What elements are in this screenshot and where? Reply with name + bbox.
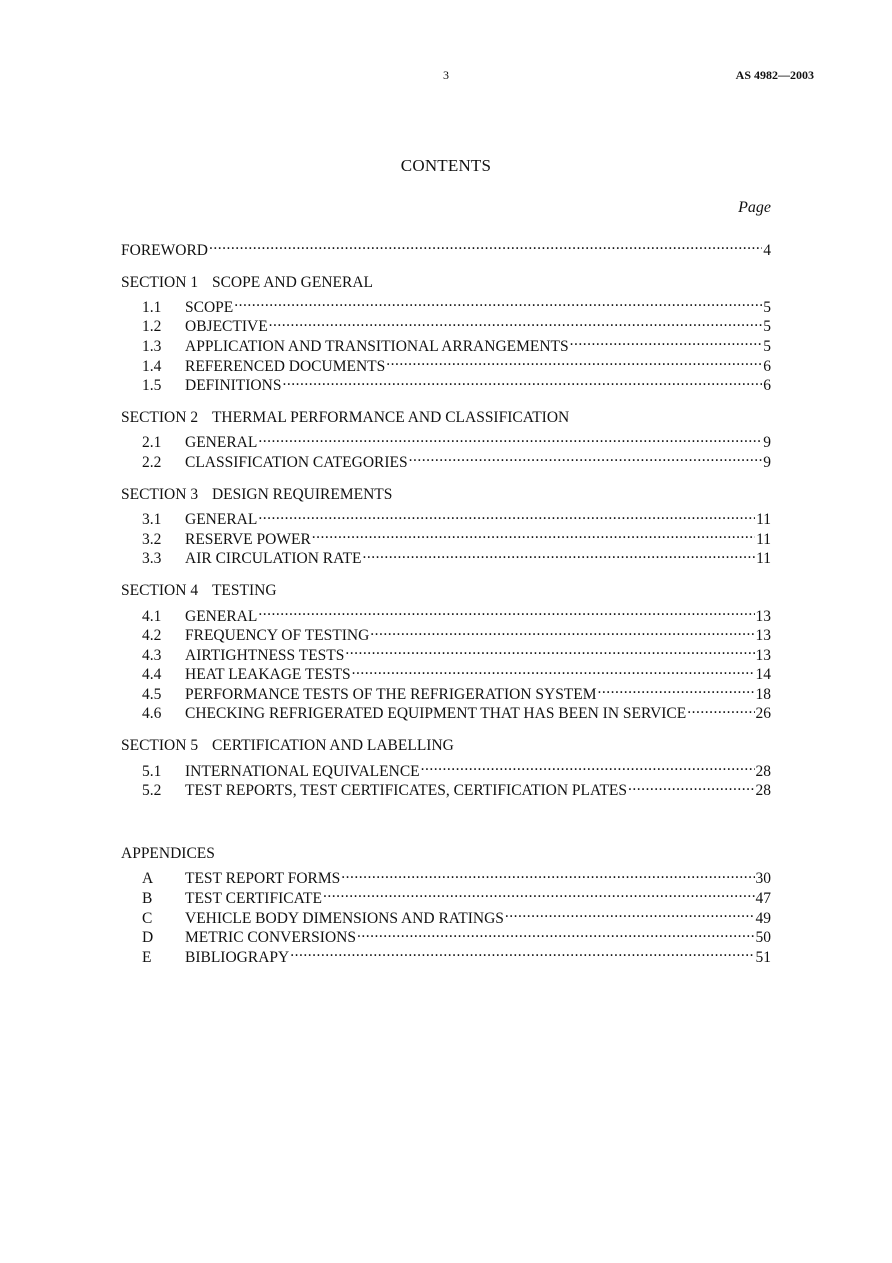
standard-identifier: AS 4982—2003 [735, 68, 814, 82]
toc-entry-page: 11 [756, 530, 771, 548]
section-heading [121, 408, 771, 428]
toc-entry-title: APPLICATION AND TRANSITIONAL ARRANGEMENTS [185, 337, 569, 355]
toc-entry-title: PERFORMANCE TESTS OF THE REFRIGERATION SYSTEM [185, 685, 597, 703]
toc-entry-page: 14 [755, 666, 771, 684]
toc-entry-number: 5.2 [142, 782, 162, 800]
dot-leader [209, 235, 762, 255]
toc-entry-page: 49 [755, 909, 771, 927]
toc-entry-title: TEST REPORTS, TEST CERTIFICATES, CERTIFICATION PLATES [185, 782, 628, 800]
toc-entry-page: 11 [756, 550, 771, 568]
toc-entry-number: 4.2 [142, 627, 162, 645]
dot-leader [258, 505, 755, 525]
toc-entry-page: 5 [763, 318, 771, 336]
dot-leader [258, 428, 762, 448]
toc-entry-page: 9 [763, 453, 771, 471]
toc-entry-page: 4 [763, 241, 771, 259]
section-title: SCOPE AND GENERAL [211, 273, 373, 291]
toc-entry-title: TEST CERTIFICATE [185, 890, 322, 908]
toc-entry-title: SCOPE [185, 298, 234, 316]
toc-entry-number: 2.2 [142, 453, 162, 471]
toc-entry-title: HEAT LEAKAGE TESTS [185, 666, 351, 684]
page-column-label: Page [738, 199, 771, 216]
toc-entry[interactable] [121, 505, 771, 529]
toc-entry-title: CHECKING REFRIGERATED EQUIPMENT THAT HAS BEEN IN SERVICE [185, 705, 687, 723]
toc-entry-number: C [142, 909, 153, 927]
toc-entry-number: D [142, 929, 154, 947]
section-title: DESIGN REQUIREMENTS [211, 485, 393, 503]
section-heading [121, 485, 771, 505]
toc-entry[interactable] [121, 601, 771, 625]
toc-entry-page: 28 [755, 782, 771, 800]
toc-entry-title: GENERAL [185, 511, 258, 529]
toc-entry-title: FOREWORD [121, 241, 208, 259]
toc-entry-page: 13 [755, 646, 771, 664]
toc-entry-title: GENERAL [185, 607, 258, 625]
dot-leader [341, 864, 754, 884]
toc-entry-title: BIBLIOGRAPY [185, 948, 290, 966]
section-label: SECTION 2 [121, 409, 199, 427]
toc-entry-page: 11 [756, 511, 771, 529]
toc-entry-title: FREQUENCY OF TESTING [185, 627, 370, 645]
toc-entry-title: METRIC CONVERSIONS [185, 929, 356, 947]
toc-entry-page: 9 [763, 434, 771, 452]
section-label: SECTION 3 [121, 485, 199, 503]
section-label: SECTION 5 [121, 737, 199, 755]
toc-entry[interactable] [121, 428, 771, 452]
toc-entry-number: 3.3 [142, 550, 162, 568]
toc-entry-page: 26 [755, 705, 771, 723]
toc-entry-number: 1.1 [142, 298, 162, 316]
toc-entry-number: 2.1 [142, 434, 162, 452]
dot-leader [345, 640, 754, 660]
toc-entry-number: 1.3 [142, 337, 162, 355]
dot-leader [628, 776, 754, 796]
toc-entry-number: 4.6 [142, 705, 162, 723]
toc-entry-title: INTERNATIONAL EQUIVALENCE [185, 762, 420, 780]
section-title: THERMAL PERFORMANCE AND CLASSIFICATION [211, 409, 570, 427]
toc-entry-number: 1.5 [142, 377, 162, 395]
toc-entry-page: 6 [763, 357, 771, 375]
dot-leader [505, 903, 755, 923]
toc-entry-number: 1.4 [142, 357, 162, 375]
dot-leader [323, 883, 755, 903]
toc-entry-title: DEFINITIONS [185, 377, 282, 395]
dot-leader [409, 447, 763, 467]
toc-entry-number: 4.1 [142, 607, 162, 625]
dot-leader [258, 601, 754, 621]
toc-entry-number: 4.3 [142, 646, 162, 664]
section-heading [121, 736, 771, 756]
toc-entry-title: AIR CIRCULATION RATE [185, 550, 362, 568]
toc-entry-number: A [142, 870, 154, 888]
toc-entry-number: B [142, 890, 153, 908]
toc-entry-page: 13 [755, 627, 771, 645]
dot-leader [234, 292, 762, 312]
toc-entry-title: GENERAL [185, 434, 258, 452]
toc-entry-number: 4.4 [142, 666, 162, 684]
toc-entry-title: REFERENCED DOCUMENTS [185, 357, 386, 375]
toc-entry-page: 28 [755, 762, 771, 780]
toc-entry-title: RESERVE POWER [185, 530, 311, 548]
dot-leader [570, 331, 763, 351]
toc-entry-page: 51 [755, 948, 771, 966]
dot-leader [312, 524, 755, 544]
dot-leader [363, 544, 756, 564]
section-label: SECTION 1 [121, 273, 199, 291]
appendices-heading: APPENDICES [121, 845, 215, 863]
toc-entry[interactable] [121, 292, 771, 316]
toc-entry-number: E [142, 948, 152, 966]
dot-leader [687, 699, 754, 719]
dot-leader [269, 312, 763, 332]
toc-entry-title: OBJECTIVE [185, 318, 268, 336]
table-of-contents [121, 235, 771, 966]
dot-leader [386, 351, 762, 371]
toc-entry-number: 3.1 [142, 511, 162, 529]
section-heading [121, 581, 771, 601]
toc-entry-appendix[interactable] [121, 864, 771, 888]
dot-leader [357, 923, 755, 943]
section-heading [121, 273, 771, 293]
toc-entry-page: 6 [763, 377, 771, 395]
toc-entry-title: AIRTIGHTNESS TESTS [185, 646, 345, 664]
toc-entry-number: 4.5 [142, 685, 162, 703]
dot-leader [598, 679, 755, 699]
section-title: TESTING [211, 582, 277, 600]
toc-entry-number: 3.2 [142, 530, 162, 548]
contents-title: CONTENTS [400, 156, 492, 175]
dot-leader [370, 621, 754, 641]
section-title: CERTIFICATION AND LABELLING [211, 737, 454, 755]
toc-entry[interactable] [121, 756, 771, 780]
dot-leader [352, 660, 755, 680]
toc-entry-page: 30 [755, 870, 771, 888]
toc-entry-title: TEST REPORT FORMS [185, 870, 341, 888]
toc-entry-page: 5 [763, 337, 771, 355]
toc-entry-title: VEHICLE BODY DIMENSIONS AND RATINGS [185, 909, 504, 927]
toc-entry-foreword[interactable] [121, 235, 771, 259]
toc-entry-page: 5 [763, 298, 771, 316]
toc-entry-number: 5.1 [142, 762, 162, 780]
page-number: 3 [443, 68, 449, 82]
section-label: SECTION 4 [121, 582, 199, 600]
toc-entry-page: 50 [755, 929, 771, 947]
toc-entry-page: 13 [755, 607, 771, 625]
toc-entry-page: 47 [755, 890, 771, 908]
dot-leader [282, 371, 762, 391]
dot-leader [421, 756, 755, 776]
toc-entry-title: CLASSIFICATION CATEGORIES [185, 453, 408, 471]
dot-leader [290, 942, 754, 962]
toc-entry-number: 1.2 [142, 318, 162, 336]
toc-entry-page: 18 [755, 685, 771, 703]
